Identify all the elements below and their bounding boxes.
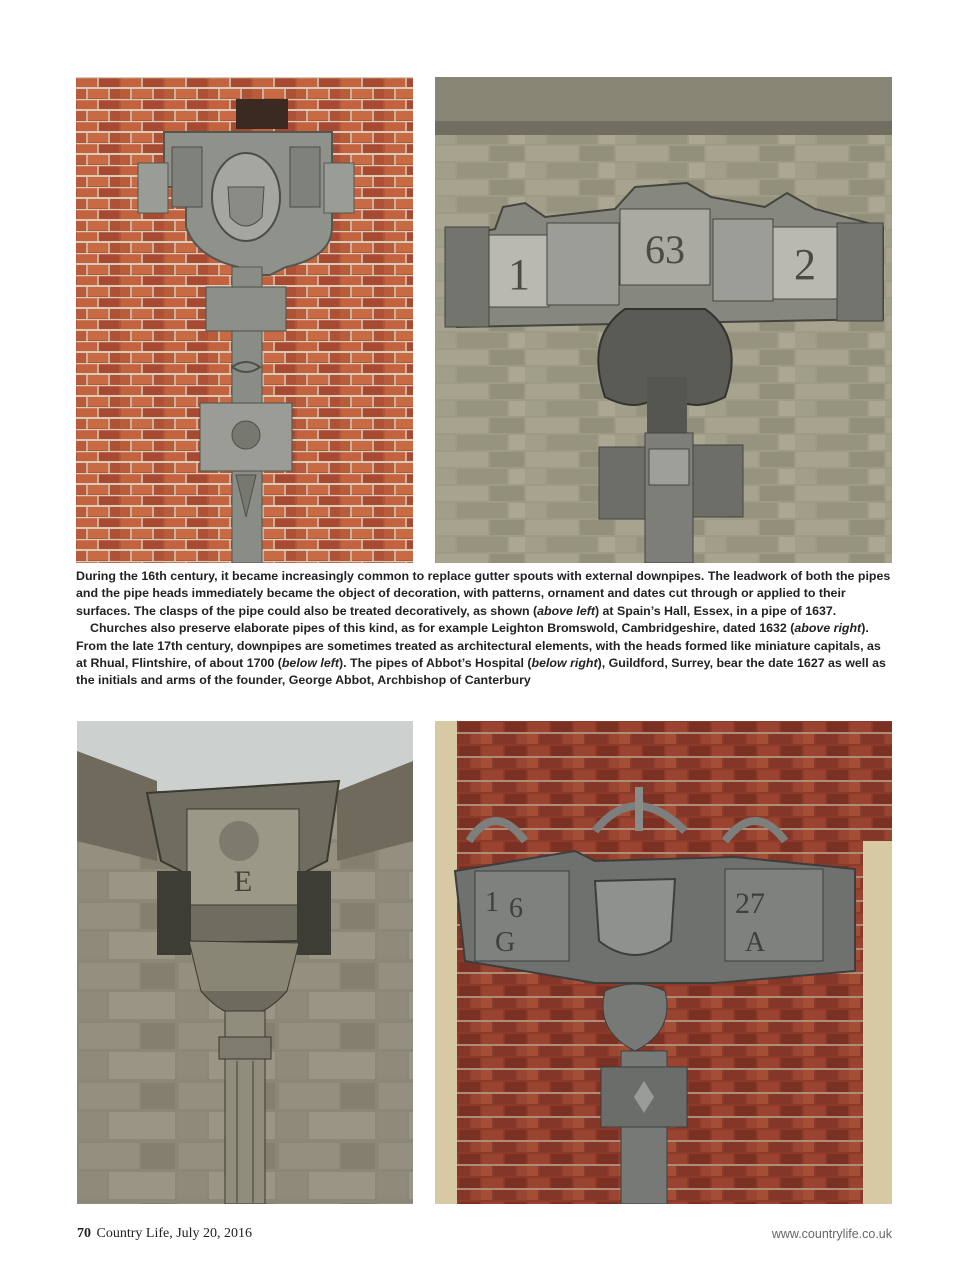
date-digit-2: 2 — [794, 240, 816, 289]
date-digits-63: 63 — [645, 227, 685, 272]
photo-leighton-bromswold-downpipe — [435, 77, 892, 563]
date-digits-27-br: 27 — [735, 887, 765, 920]
initial-G: G — [495, 927, 516, 958]
caption-paragraph-1: During the 16th century, it became increasingly common to replace gutter spouts with external downpipes. The leadwork of both the pipes and the pipe heads immediately became the object of decoration, with patterns, ornament and dates cut through or applied to their surfaces. The clasps of the pipe could also be treated decoratively, as shown (above left) at Spain’s Hall, Essex, in a pipe of 1637. — [76, 569, 891, 618]
caption-paragraph-2: Churches also preserve elaborate pipes of this kind, as for example Leighton Bromswold, Cambridgeshire, dated 1632 (above right). From the late 17th century, downpipes are sometimes treated as architectural elements, with the heads formed like miniature capitals, as at Rhual, Flintshire, of about 1700 (below left). The pipes of Abbot’s Hospital (below right), Guildford, Surrey, bear the date 1627 as well as the initials and arms of the founder, George Abbot, Archbishop of Canterbury — [76, 621, 886, 688]
photo-caption — [76, 568, 894, 690]
initial-E: E — [233, 865, 253, 898]
photo-spains-hall-downpipe — [76, 77, 413, 563]
photo-rhual-downpipe — [77, 721, 413, 1204]
date-digit-1: 1 — [508, 250, 530, 299]
website-url: www.countrylife.co.uk — [771, 1227, 892, 1241]
photo-abbots-hospital-downpipe — [435, 721, 892, 1204]
publication-name: Country Life, July 20, 2016 — [96, 1226, 253, 1241]
initial-A: A — [745, 927, 766, 958]
date-digit-6-br: 6 — [509, 893, 523, 924]
date-digit-1-br: 1 — [485, 887, 499, 918]
page-number: 70 — [77, 1226, 91, 1241]
page-footer-left — [77, 1226, 252, 1242]
